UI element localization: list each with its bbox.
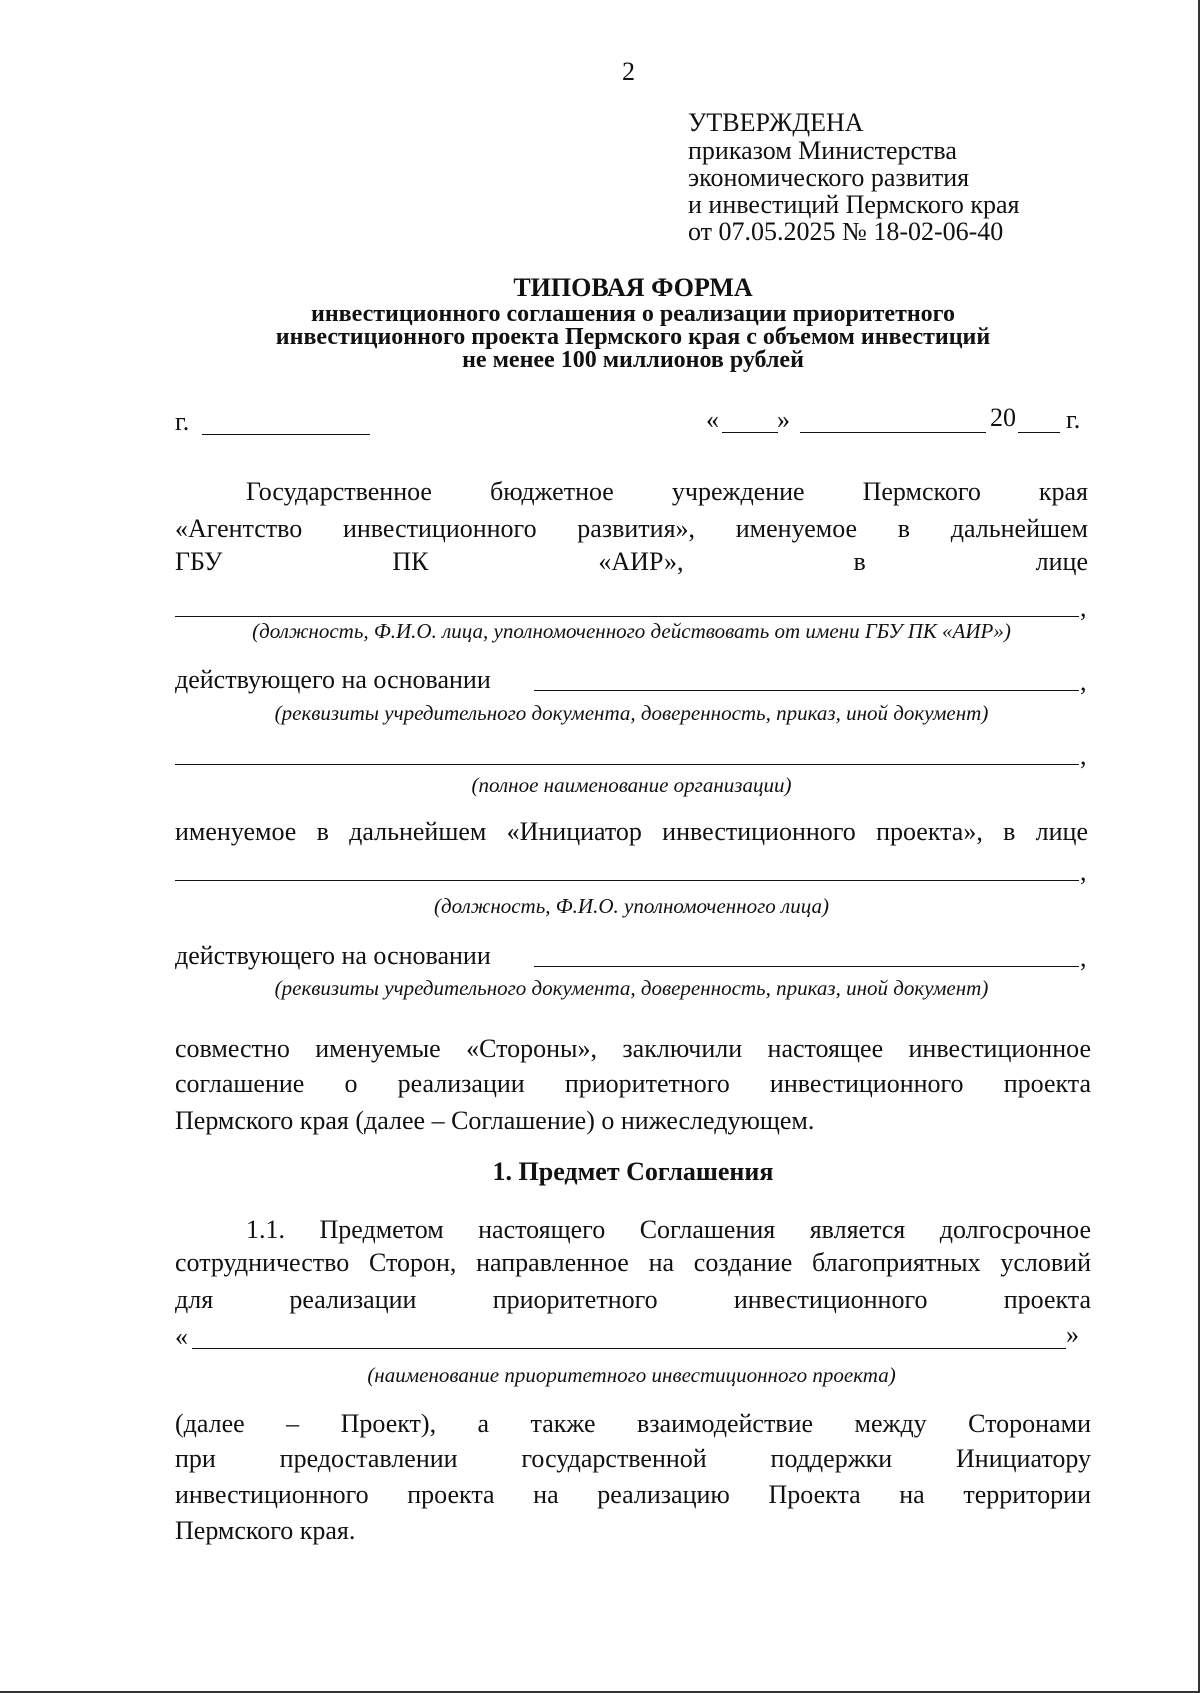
air-person-blank [175,616,1079,617]
city-prefix: г. [175,407,190,436]
initiator-line: именуемое в дальнейшем «Инициатор инвестиционного проекта», в лице [175,817,1088,846]
comma: , [1080,667,1087,696]
year-prefix: 20 [990,403,1016,432]
acting-basis-label: действующего на основании [175,665,491,694]
section-paragraph-line: сотрудничество Сторон, направленное на создание благоприятных условий [175,1248,1091,1277]
comma: , [1080,593,1087,622]
section-paragraph-line: для реализации приоритетного инвестиционного проекта [175,1285,1091,1314]
section-paragraph-line: (далее – Проект), а также взаимодействие между Сторонами [175,1409,1091,1438]
caption-air-person: (должность, Ф.И.О. лица, уполномоченного действовать от имени ГБУ ПК «АИР») [252,619,1011,643]
conclusion-line: совместно именуемые «Стороны», заключили настоящее инвестиционное [175,1034,1091,1063]
day-blank [722,432,778,433]
intro-line: «Агентство инвестиционного развития», именуемое в дальнейшем [175,514,1088,543]
basis-doc-blank [534,690,1079,691]
project-name-blank [192,1348,1066,1349]
date-quote-close: » [777,405,790,434]
section-paragraph-line: Пермского края. [175,1516,356,1545]
section-paragraph-line: при предоставлении государственной поддержки Инициатору [175,1444,1091,1473]
city-blank [202,434,370,435]
caption-basis-doc: (реквизиты учредительного документа, доверенность, приказ, иной документ) [274,701,989,725]
section-paragraph-line: 1.1. Предметом настоящего Соглашения является долгосрочное [246,1215,1091,1244]
document-title [150,273,1116,372]
comma: , [1080,943,1087,972]
authorized-person-blank [175,880,1079,881]
comma: , [1080,857,1087,886]
title-sub-line: инвестиционного соглашения о реализации приоритетного [311,301,955,327]
approval-line: экономического развития [688,163,970,192]
caption-authorized-person: (должность, Ф.И.О. уполномоченного лица) [434,894,829,918]
section-heading: 1. Предмет Соглашения [492,1157,774,1186]
project-quote-open: « [175,1322,188,1351]
basis-doc-blank [534,966,1079,967]
intro-line: Государственное бюджетное учреждение Пермского края [246,477,1088,506]
comma: , [1080,741,1087,770]
title-sub-line: инвестиционного проекта Пермского края с объемом инвестиций [275,324,991,350]
title-sub-line: не менее 100 миллионов рублей [462,347,804,373]
month-blank [800,432,986,433]
project-quote-close: » [1066,1320,1079,1349]
approval-heading: УТВЕРЖДЕНА [688,108,864,137]
caption-basis-doc: (реквизиты учредительного документа, доверенность, приказ, иной документ) [274,976,989,1000]
caption-organization: (полное наименование организации) [471,773,792,797]
conclusion-line: Пермского края (далее – Соглашение) о нижеследующем. [175,1106,815,1135]
approval-block [688,109,1020,245]
year-suffix: г. [1066,405,1081,434]
section-paragraph-line: инвестиционного проекта на реализацию Проекта на территории [175,1480,1091,1509]
approval-line: и инвестиций Пермского края [688,190,1020,219]
approval-line: приказом Министерства [688,136,957,165]
caption-project-name: (наименование приоритетного инвестиционного проекта) [367,1363,896,1387]
date-quote-open: « [706,405,719,434]
organization-blank [175,764,1079,765]
conclusion-line: соглашение о реализации приоритетного инвестиционного проекта [175,1069,1091,1098]
intro-line: ГБУ ПК «АИР», в лице [175,547,1088,576]
title-main: ТИПОВАЯ ФОРМА [513,273,753,302]
year-blank [1018,432,1060,433]
page-number: 2 [622,57,635,86]
approval-date-number: от 07.05.2025 № 18-02-06-40 [688,217,1004,246]
acting-basis-label: действующего на основании [175,941,491,970]
